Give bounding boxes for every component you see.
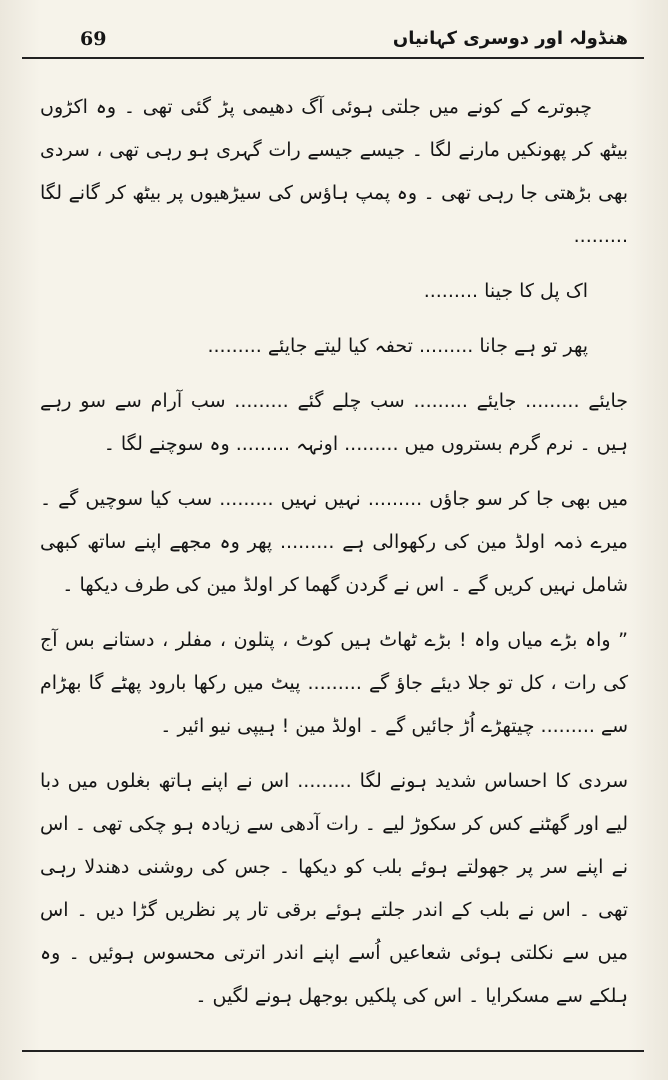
page-header: [30, 28, 638, 58]
paragraph: میں بھی جا کر سو جاؤں ......... نہیں نہیں ......... سب کیا سوچیں گے ۔ میرے ذمہ اولڈ مین کی رکھوالی ہے ......... پھر وہ مجھے اپنے ساتھ کبھی شامل نہیں کریں گے ۔ اس نے گردن گھما کر اولڈ مین کی طرف دیکھا ۔: [40, 488, 628, 596]
song-line: پھر تو ہے جانا ......... تحفہ کیا لیتے جایئے .........: [207, 335, 588, 357]
footer-rule: [22, 1050, 644, 1052]
header-rule: [22, 57, 644, 59]
paragraph: جایئے ......... جایئے ......... سب چلے گئے ......... سب آرام سے سو رہے ہیں ۔ نرم گرم بستروں میں ......... اونہہ ......... وہ سوچنے لگا ۔: [40, 390, 628, 455]
running-title: ھنڈولہ اور دوسری کہانیاں: [392, 28, 628, 49]
story-text: [40, 86, 628, 1030]
paragraph: ” واہ بڑے میاں واہ ! بڑے ٹھاٹ ہیں کوٹ ، پتلون ، مفلر ، دستانے بس آج کی رات ، کل تو جلا دیئے جاؤ گے ......... پیٹ میں رکھا بارود پھٹے گا بھڑام سے ......... چیتھڑے اُڑ جائیں گے ۔ اولڈ مین ! ہیپی نیو ائیر ۔: [40, 629, 629, 737]
song-line: اک پل کا جینا .........: [423, 280, 588, 302]
page-number: 69: [80, 28, 107, 50]
paragraph: چبوترے کے کونے میں جلتی ہوئی آگ دھیمی پڑ گئی تھی ۔ وہ اکڑوں بیٹھ کر پھونکیں مارنے لگا ۔ جیسے جیسے رات گہری ہو رہی تھی ، سردی بھی بڑھتی جا رہی تھی ۔ وہ پمپ ہاؤس کی سیڑھیوں پر بیٹھ کر گانے لگا .........: [40, 96, 628, 247]
paragraph: سردی کا احساس شدید ہونے لگا ......... اس نے اپنے ہاتھ بغلوں میں دبا لیے اور گھٹنے کس کر سکوڑ لیے ۔ رات آدھی سے زیادہ ہو چکی تھی ۔ اس نے اپنے سر پر جھولتے ہوئے بلب کو دیکھا ۔ جس کی روشنی دھندلا رہی تھی ۔ اس نے بلب کے اندر جلتے ہوئے برقی تار پر نظریں گڑا دیں ۔ اس میں سے نکلتی ہوئی شعاعیں اُسے اپنے اندر اترتی محسوس ہوئیں ۔ وہ ہلکے سے مسکرایا ۔ اس کی پلکیں بوجھل ہونے لگیں ۔: [40, 770, 628, 1007]
